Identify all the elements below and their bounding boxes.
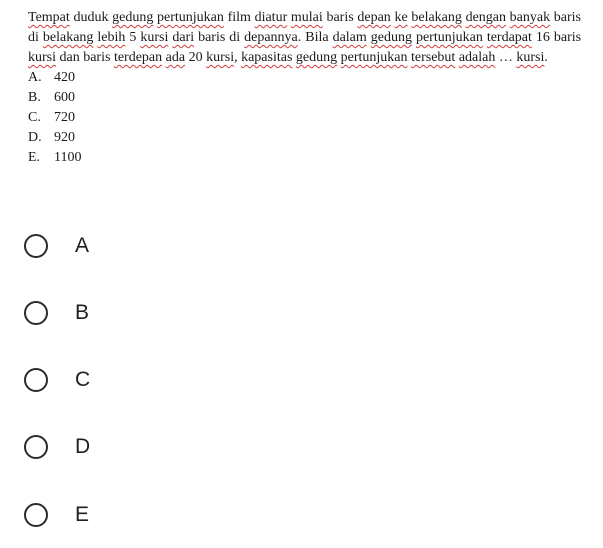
- question-text-run: 5: [125, 30, 141, 45]
- choice-e[interactable]: [24, 497, 89, 533]
- option-line-a: [28, 68, 581, 88]
- spellcheck-word: gedung: [112, 10, 154, 25]
- question-text-run: 16 baris: [531, 30, 582, 45]
- spellcheck-word: lebih: [97, 30, 126, 45]
- radio-button-icon[interactable]: [24, 301, 48, 325]
- spellcheck-word: adalah: [458, 50, 496, 65]
- spellcheck-word: terdapat: [486, 30, 532, 45]
- option-letter: C.: [28, 110, 41, 125]
- question-text-run: baris di: [194, 30, 245, 45]
- spellcheck-word: kursi: [206, 50, 235, 65]
- option-value: 600: [54, 90, 75, 105]
- option-value: 1100: [54, 150, 82, 165]
- choice-d[interactable]: [24, 429, 90, 465]
- spellcheck-word: dalam: [332, 30, 367, 45]
- option-letter: E.: [28, 150, 41, 165]
- spellcheck-word: pertunjukan: [340, 50, 408, 65]
- option-value: 920: [54, 130, 75, 145]
- choice-b[interactable]: [24, 295, 89, 331]
- spellcheck-word: pertunjukan: [157, 10, 224, 25]
- option-letter: A.: [28, 70, 42, 85]
- spellcheck-word: kursi: [140, 30, 169, 45]
- choice-label[interactable]: E: [75, 503, 90, 526]
- question-text-run: 20: [185, 50, 207, 65]
- spellcheck-word: diatur: [254, 10, 288, 25]
- option-line-b: [28, 88, 581, 108]
- option-letter: B.: [28, 90, 41, 105]
- option-letter: D.: [28, 130, 42, 145]
- choice-label[interactable]: A: [75, 234, 90, 257]
- question-text-run: film: [223, 10, 255, 25]
- radio-button-icon[interactable]: [24, 234, 48, 258]
- spellcheck-word: kursi: [516, 50, 545, 65]
- spellcheck-word: depannya: [244, 30, 298, 45]
- question-text: [28, 8, 581, 68]
- option-value: 720: [54, 110, 75, 125]
- choice-label[interactable]: B: [75, 301, 90, 324]
- choice-label[interactable]: C: [75, 368, 91, 391]
- option-line-d: [28, 128, 581, 148]
- spellcheck-word: ada: [165, 50, 186, 65]
- spellcheck-word: ke: [394, 10, 408, 25]
- spellcheck-word: dari: [172, 30, 195, 45]
- question-text-run: .: [544, 50, 548, 65]
- question-text-run: baris: [322, 10, 358, 25]
- spellcheck-word: gedung: [370, 30, 412, 45]
- radio-button-icon[interactable]: [24, 368, 48, 392]
- spellcheck-word: belakang: [411, 10, 462, 25]
- radio-button-icon[interactable]: [24, 435, 48, 459]
- spellcheck-word: terdepan: [113, 50, 163, 65]
- spellcheck-word: kursi: [28, 50, 56, 65]
- question-text-run: . Bila: [297, 30, 333, 45]
- spellcheck-word: Tempat: [28, 10, 70, 25]
- question-block: [28, 8, 581, 168]
- option-line-e: [28, 148, 581, 168]
- spellcheck-word: gedung: [295, 50, 338, 65]
- question-text-run: ,: [234, 50, 242, 65]
- option-value: 420: [54, 70, 75, 85]
- spellcheck-word: depan: [357, 10, 391, 25]
- question-text-run: baris di: [28, 10, 581, 45]
- radio-button-icon[interactable]: [24, 503, 48, 527]
- spellcheck-word: belakang: [42, 30, 94, 45]
- spellcheck-word: tersebut: [411, 50, 456, 65]
- choice-a[interactable]: [24, 228, 89, 264]
- choice-c[interactable]: [24, 362, 90, 398]
- spellcheck-word: pertunjukan: [415, 30, 483, 45]
- question-text-run: dan baris: [56, 50, 114, 65]
- question-text-run: …: [495, 50, 517, 65]
- spellcheck-word: kapasitas: [241, 50, 293, 65]
- spellcheck-word: dengan: [465, 10, 506, 25]
- question-text-run: duduk: [69, 10, 113, 25]
- option-line-c: [28, 108, 581, 128]
- spellcheck-word: mulai: [290, 10, 323, 25]
- choice-label[interactable]: D: [75, 435, 91, 458]
- spellcheck-word: banyak: [509, 10, 551, 25]
- answer-options-list: [28, 68, 581, 168]
